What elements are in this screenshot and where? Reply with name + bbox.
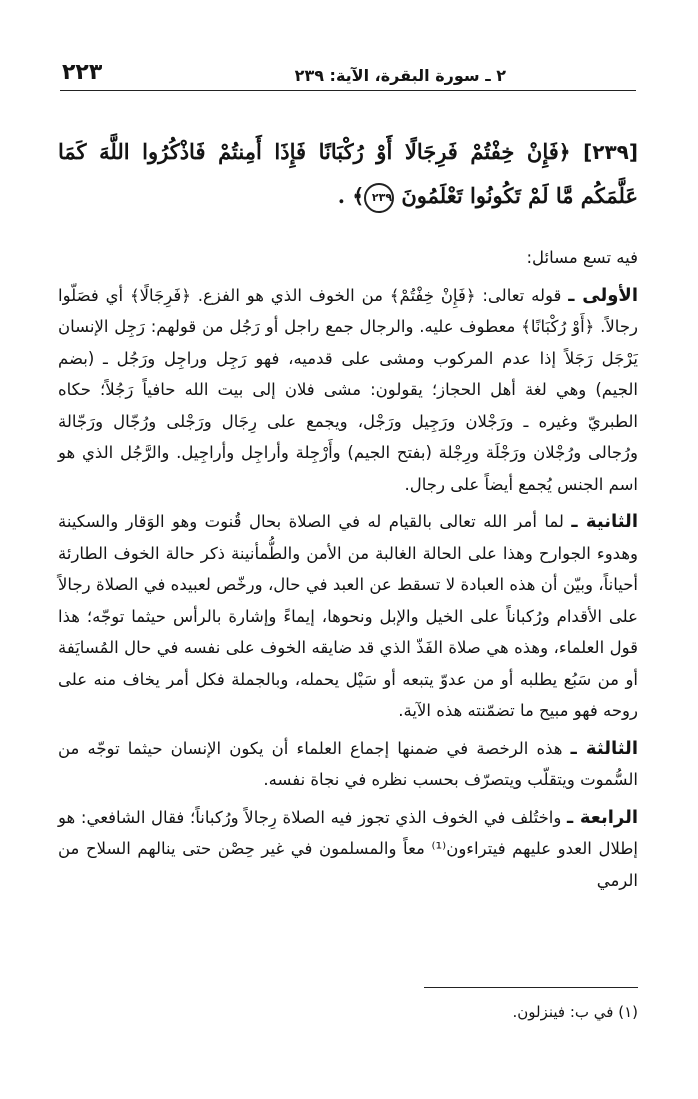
verse-period: . — [337, 183, 346, 208]
running-title: ٢ ـ سورة البقرة، الآية: ٢٣٩ — [294, 66, 506, 85]
verse-close-bracket: ﴾ — [352, 184, 365, 208]
verse-open-bracket: ﴿ — [558, 140, 571, 164]
issue-text: لما أمر الله تعالى بالقيام له في الصلاة بحال قُنوت وهو الوَقار والسكينة وهدوء الجوارح وهذا على الحالة الغالبة من الأمن والطُّمأنينة ذكر حالة الخوف الطارئة أحياناً، وبيّن أن هذه العبادة لا تسقط عن العبد في حال، ورخّص لعبيده في الصلاة رجالاً على الأقدام ورُكباناً على الخيل والإبل ونحوها، إيماءً وإشارة بالرأس حيثما توجّه؛ هذا قول العلماء، وهذه هي صلاة الفَذّ الذي قد ضايقه الخوف على نفسه في حال المُسايَفة أو من سَبُع يطلبه أو من عدوّ يتبعه أو سَيْل يحمله، وبالجملة فكل أمر يخاف منه على روحه فهو مبيح ما تضمّنته هذه الآية. — [58, 512, 638, 720]
verse-text: فَإِنْ خِفْتُمْ فَرِجَالًا أَوْ رُكْبَانًا فَإِذَا أَمِنتُمْ فَاذْكُرُوا اللَّهَ كَمَا عَلَّمَكُم مَّا لَمْ تَكُونُوا تَعْلَمُونَ — [58, 139, 638, 208]
page-body — [58, 130, 638, 896]
header-divider — [60, 90, 636, 91]
ayah-end-marker: ٢٣٩ — [364, 183, 394, 213]
issue-third — [58, 733, 638, 796]
issue-text: واختُلف في الخوف الذي تجوز فيه الصلاة رِجالاً ورُكباناً؛ فقال الشافعي: هو إطلال العدو عليهم فيتراءون⁽¹⁾ معاً والمسلمون في غير حِصْن حتى ينالهم السلاح من الرمي — [58, 807, 638, 890]
issue-fourth — [58, 802, 638, 897]
page-number: ٢٢٣ — [62, 60, 103, 85]
page-header — [60, 58, 636, 88]
verse-reference: [٢٣٩] — [583, 140, 639, 164]
footnote-divider — [424, 987, 638, 988]
issue-second — [58, 506, 638, 727]
issue-label: الرابعة ـ — [567, 806, 638, 828]
issue-text: هذه الرخصة في ضمنها إجماع العلماء أن يكون الإنسان حيثما توجّه من السُّموت ويتقلّب ويتصرّف بحسب نظره في نجاة نفسه. — [58, 738, 638, 789]
quran-verse — [58, 130, 638, 218]
issue-label: الثالثة ـ — [570, 737, 638, 759]
footnote: (١) في ب: فينزلون. — [512, 1003, 638, 1021]
issue-text: قوله تعالى: ﴿فَإِنْ خِفْتُمْ﴾ من الخوف الذي هو الفزع. ﴿فَرِجَالًا﴾ أي فصَلّوا رجالاً. ﴿أَوْ رُكْبَانًا﴾ معطوف عليه. والرجال جمع راجل أو رَجُل من قولهم: رَجِل الإنسان يَرْجَل رَجَلاً إذا عدم المركوب ومشى على قدميه، فهو رَجِل وراجِل ورَجُل ـ (بضم الجيم) وهي لغة أهل الحجاز؛ يقولون: مشى فلان إلى بيت الله حافياً رَجُلاً؛ حكاه الطبريّ وغيره ـ ورَجْلان ورَجِيل ورَجْل، ويجمع على رِجَال ورَجْلى ورُجّال ورَجّالة ورُجالى ورُجْلان ورَجْلَة ورِجْلة (بفتح الجيم) وأَرْجِلة وأراجِل وأراجِيل. والرَّجُل الذي هو اسم الجنس يُجمع أيضاً على رجال. — [58, 285, 638, 494]
issue-label: الأولى ـ — [568, 284, 638, 306]
issue-label: الثانية ـ — [571, 511, 638, 532]
issues-intro: فيه تسع مسائل: — [526, 248, 638, 267]
issue-first — [58, 280, 638, 501]
